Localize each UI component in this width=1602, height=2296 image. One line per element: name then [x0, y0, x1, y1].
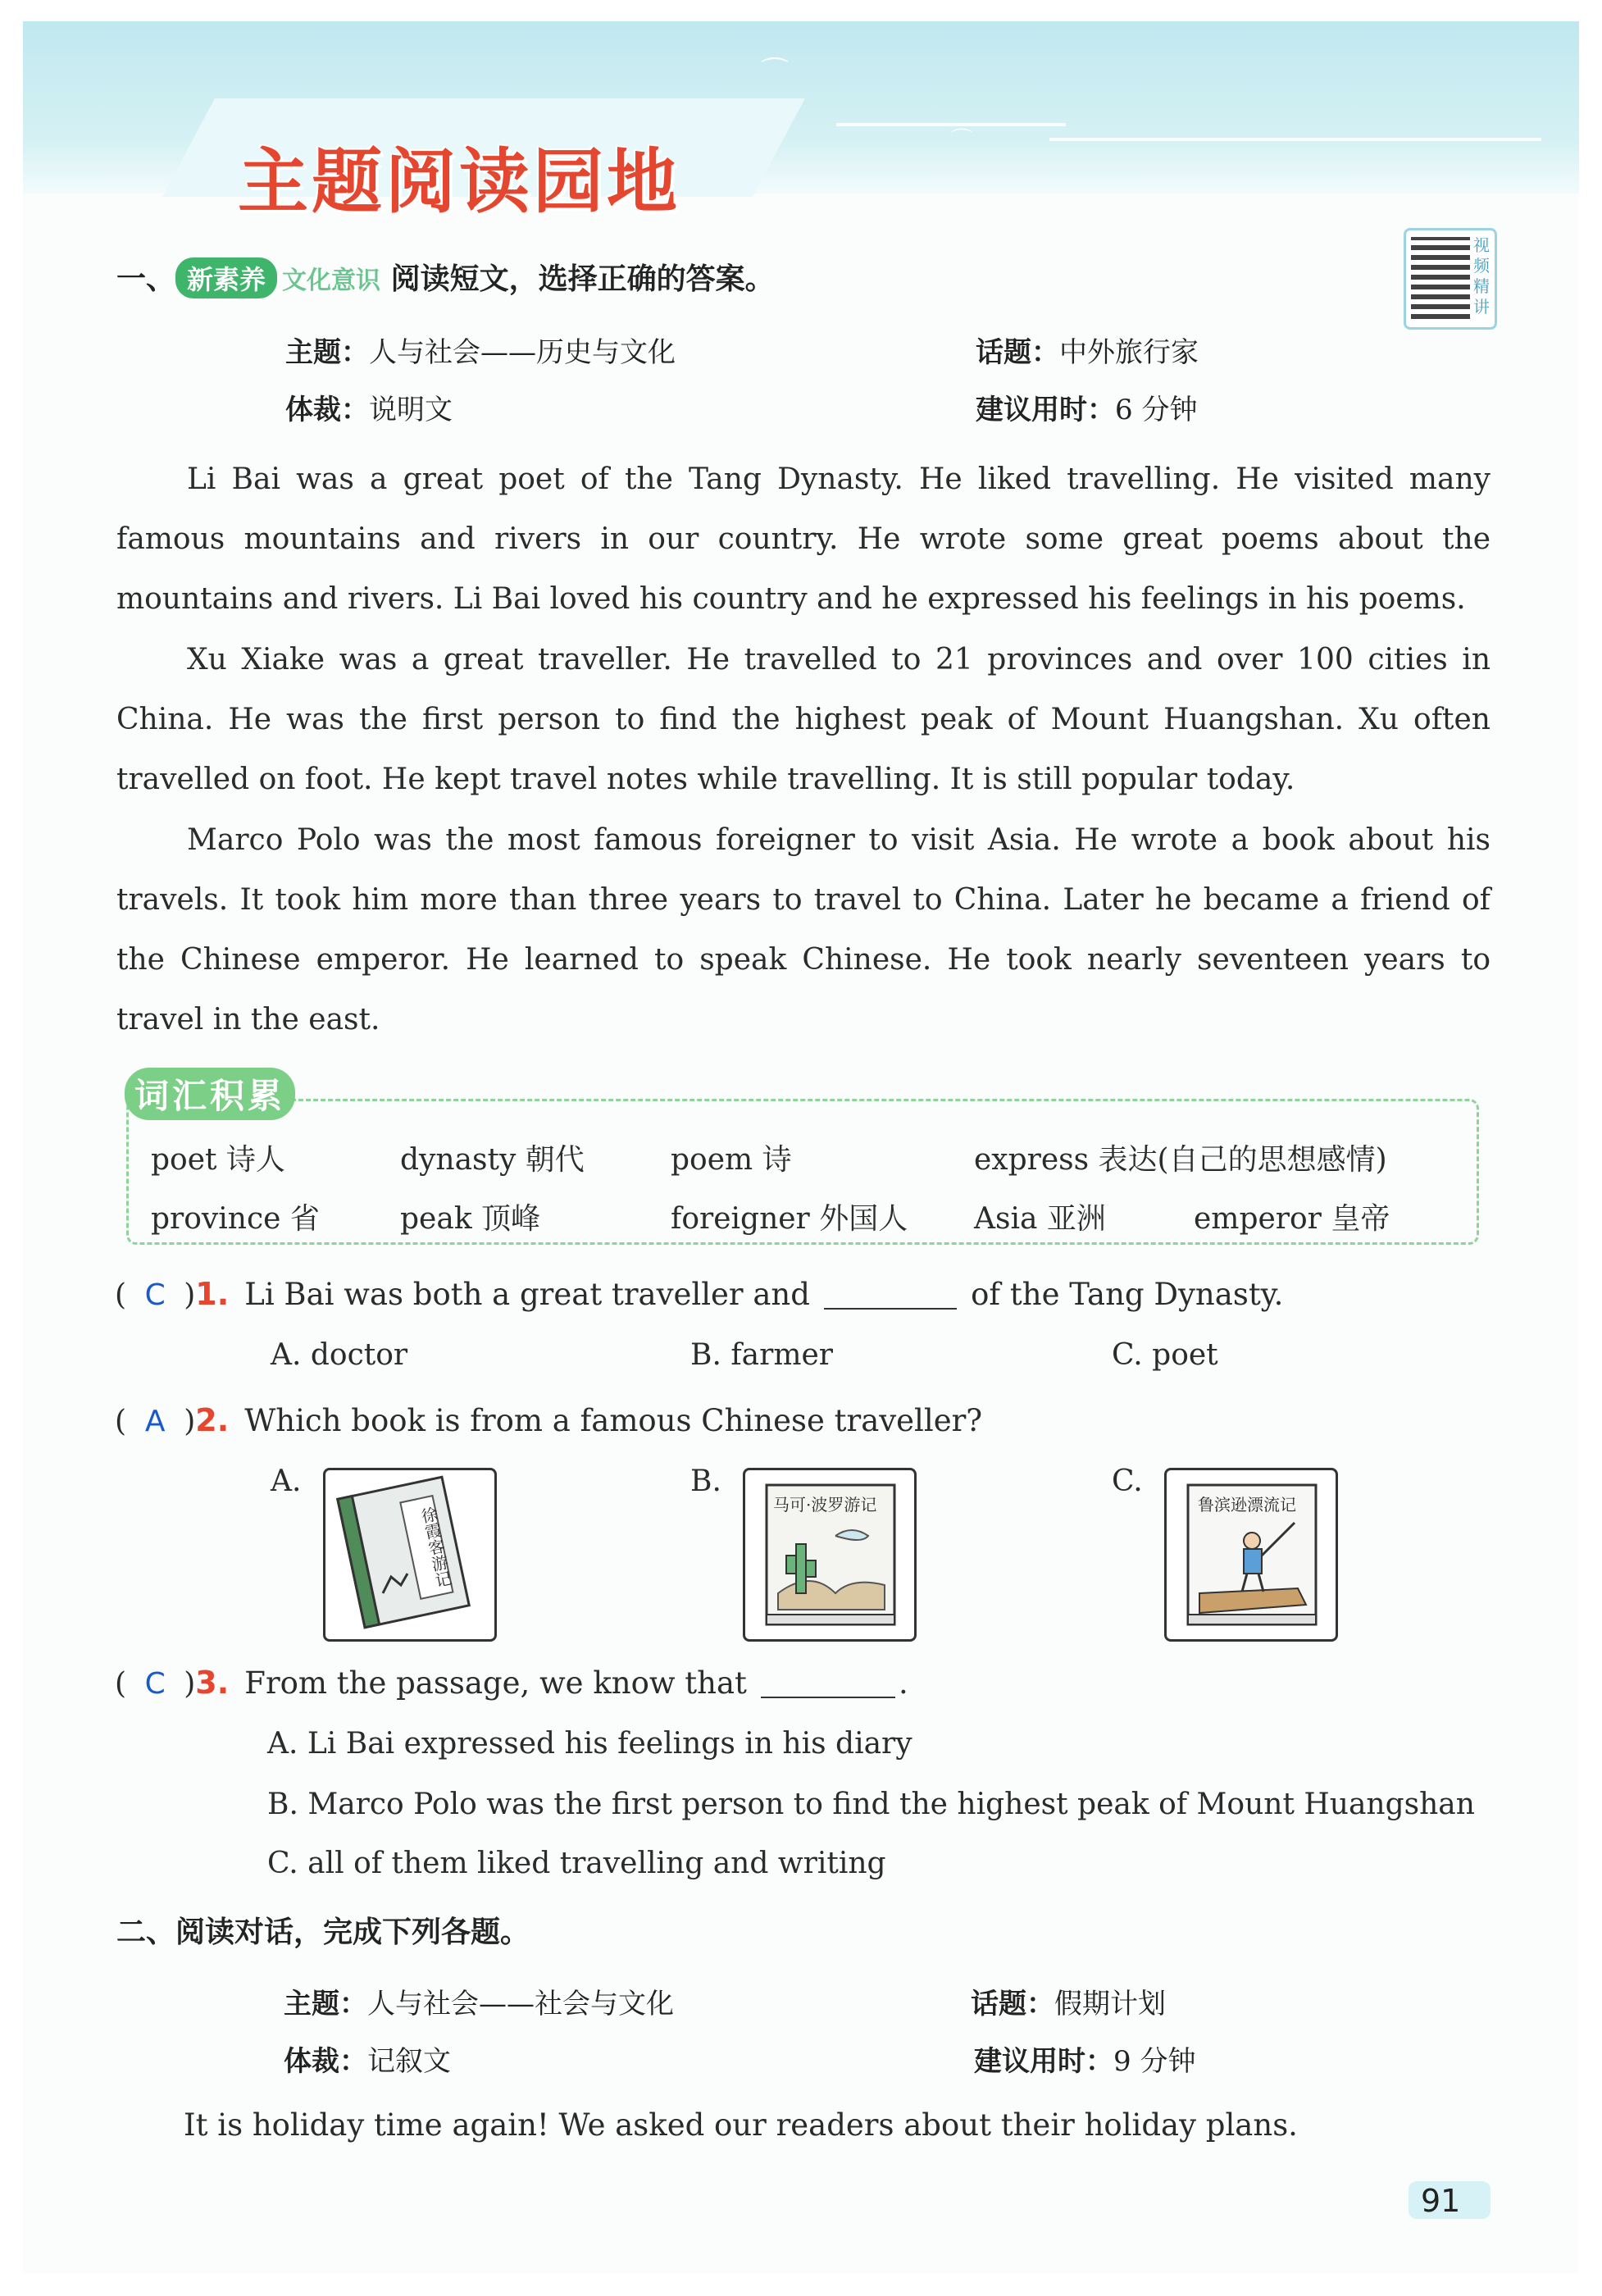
meta-value: 6 分钟: [1115, 394, 1198, 426]
question-3: [115, 1665, 908, 1701]
qr-code[interactable]: [1404, 228, 1497, 330]
answer-blank[interactable]: [761, 1681, 895, 1698]
section-instruction: 阅读短文，选择正确的答案。: [390, 262, 775, 296]
passage-paragraph: Marco Polo was the most famous foreigner to visit Asia. He wrote a book about his travels. It took him more than three years to travel to China. Later he became a friend of the Chinese emperor. He learned to speak Chinese. He took nearly seventeen years to travel in the east.: [116, 823, 1490, 1036]
meta-topic: [971, 1981, 1166, 2021]
meta-label: 建议用时：: [974, 2045, 1113, 2078]
vocab-item: Asia 亚洲: [974, 1202, 1106, 1236]
badge: 新素养: [175, 257, 277, 298]
book-title: 马可·波罗游记: [773, 1495, 877, 1515]
meta-label: 建议用时：: [976, 394, 1115, 426]
page-title: 主题阅读园地: [238, 141, 680, 223]
vocab-item: express 表达(自己的思想感情): [974, 1143, 1387, 1177]
meta-value: 记叙文: [367, 2045, 451, 2078]
section-1-heading: [116, 256, 775, 298]
option-b[interactable]: B.: [690, 1465, 721, 1498]
meta-label: 体裁：: [284, 2045, 367, 2078]
vocab-item: poet 诗人: [151, 1143, 285, 1177]
question-number: 2.: [195, 1402, 230, 1438]
answer-blank[interactable]: [824, 1292, 957, 1310]
meta-label: 主题：: [284, 1988, 367, 2020]
meta-theme: [284, 1981, 674, 2021]
book-image-a[interactable]: [323, 1468, 497, 1642]
qr-code-pattern: [1411, 237, 1470, 319]
meta-time: [976, 387, 1197, 427]
paren-open: (: [115, 1667, 127, 1701]
section-number: 一、: [116, 262, 176, 296]
meta-value: 人与社会——社会与文化: [367, 1988, 674, 2020]
badge-sub: 文化意识: [282, 266, 381, 295]
paren-open: (: [115, 1278, 127, 1312]
option-c[interactable]: C. poet: [1112, 1338, 1218, 1372]
question-number: 1.: [195, 1276, 230, 1312]
option-b[interactable]: B. farmer: [690, 1338, 833, 1372]
book-image-b[interactable]: [743, 1468, 917, 1642]
section-2-intro: It is holiday time again! We asked our readers about their holiday plans.: [184, 2107, 1298, 2143]
bird-icon: ⌒: [761, 56, 789, 89]
meta-label: 体裁：: [285, 394, 369, 426]
vocab-item: emperor 皇帝: [1194, 1202, 1390, 1236]
bird-icon: ⌒: [951, 128, 973, 153]
page-number: 91: [1421, 2183, 1461, 2219]
book-title: 鲁滨逊漂流记: [1198, 1495, 1296, 1515]
question-1: [115, 1276, 1283, 1312]
answer: C: [144, 1278, 166, 1312]
section-instruction: 阅读对话，完成下列各题。: [175, 1916, 530, 1949]
question-text: of the Tang Dynasty.: [971, 1277, 1284, 1312]
meta-topic: [976, 330, 1199, 370]
vocab-item: peak 顶峰: [400, 1202, 541, 1236]
meta-theme: [285, 330, 676, 370]
option-a[interactable]: A.: [271, 1465, 302, 1498]
option-a[interactable]: A. Li Bai expressed his feelings in his diary: [267, 1727, 913, 1761]
vocab-item: dynasty 朝代: [400, 1143, 585, 1177]
section-number: 二、: [116, 1916, 176, 1949]
question-number: 3.: [195, 1665, 230, 1701]
question-2: [115, 1402, 982, 1438]
vocab-tag: 词汇积累: [125, 1068, 295, 1120]
section-2-heading: [116, 1909, 530, 1951]
paren-close: ): [184, 1667, 196, 1701]
meta-genre: [285, 387, 453, 427]
meta-genre: [284, 2039, 451, 2079]
answer: A: [144, 1405, 166, 1438]
meta-value: 说明文: [369, 394, 453, 426]
passage-paragraph: Xu Xiake was a great traveller. He travelled to 21 provinces and over 100 cities in China. He was the first person to find the highest peak of Mount Huangshan. Xu often travelled on foot. He kept travel notes while travelling. It is still popular today.: [116, 643, 1490, 796]
vocab-item: poem 诗: [671, 1143, 792, 1177]
book-illustration: [325, 1470, 494, 1639]
paren-open: (: [115, 1405, 127, 1438]
meta-label: 话题：: [971, 1988, 1054, 2020]
meta-value: 9 分钟: [1113, 2045, 1196, 2078]
paren-close: ): [184, 1278, 196, 1312]
qr-label: 视频精讲: [1473, 235, 1490, 317]
question-text: From the passage, we know that: [244, 1665, 747, 1701]
question-text: .: [899, 1665, 908, 1701]
option-c[interactable]: C.: [1112, 1465, 1143, 1498]
meta-value: 人与社会——历史与文化: [369, 336, 676, 369]
vocab-item: foreigner 外国人: [671, 1202, 908, 1236]
meta-value: 假期计划: [1054, 1988, 1166, 2020]
book-image-c[interactable]: [1164, 1468, 1338, 1642]
question-text: Li Bai was both a great traveller and: [244, 1277, 810, 1312]
meta-label: 主题：: [285, 336, 369, 369]
option-b[interactable]: B. Marco Polo was the first person to find the highest peak of Mount Huangshan: [267, 1788, 1475, 1821]
book-title: 徐霞客游记: [416, 1505, 454, 1590]
banner-line: [1049, 138, 1541, 141]
passage-paragraph: Li Bai was a great poet of the Tang Dynasty. He liked travelling. He visited many famous mountains and rivers in our country. He wrote some great poems about the mountains and rivers. Li Bai loved his country and he expressed his feelings in his poems.: [116, 462, 1490, 616]
question-text: Which book is from a famous Chinese traveller?: [244, 1403, 983, 1438]
vocab-item: province 省: [151, 1202, 320, 1236]
paren-close: ): [184, 1405, 196, 1438]
meta-value: 中外旅行家: [1059, 336, 1199, 369]
option-a[interactable]: A. doctor: [271, 1338, 408, 1372]
answer: C: [144, 1667, 166, 1701]
meta-time: [974, 2039, 1195, 2079]
option-c[interactable]: C. all of them liked travelling and writing: [267, 1847, 886, 1880]
meta-label: 话题：: [976, 336, 1059, 369]
